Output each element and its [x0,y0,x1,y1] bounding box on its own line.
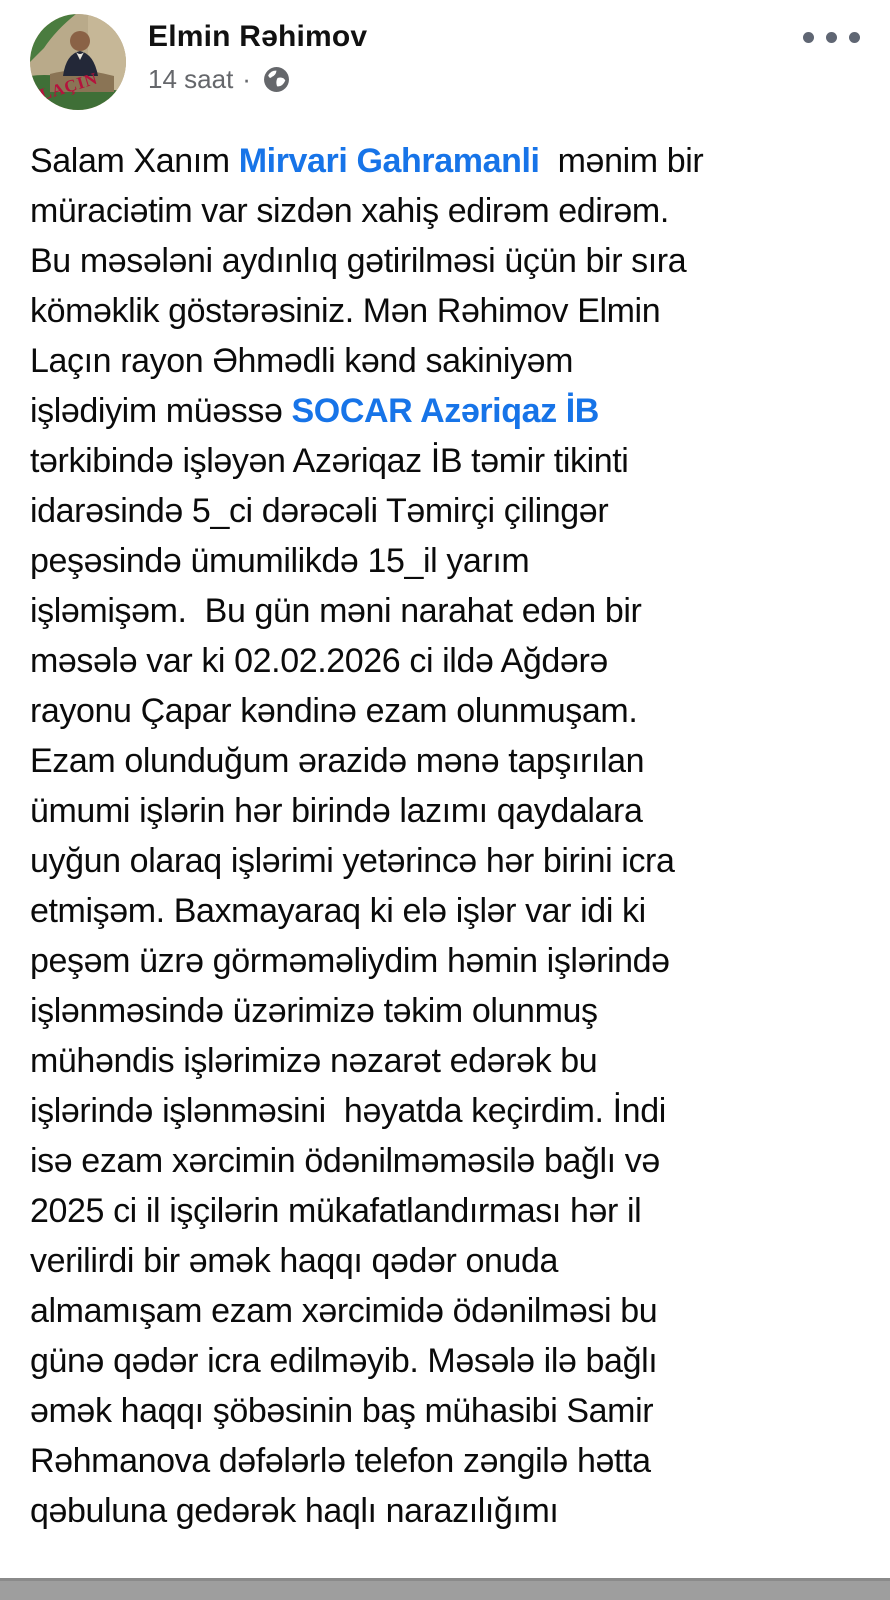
post-text-line: verilirdi bir əmək haqqı qədər onuda [30,1242,559,1280]
attachment-top-edge [0,1578,890,1600]
post-text-line: idarəsində 5_ci dərəcəli Təmirçi çilingər [30,492,609,530]
post-text-line: Bu məsələni aydınlıq gətirilməsi üçün bir sıra [30,242,687,280]
mention-link-socar-azeriqaz[interactable]: SOCAR Azəriqaz İB [291,392,599,430]
post-text-line: ümumi işlərin hər birində lazımı qaydalara [30,792,643,830]
post-text-line: isə ezam xərcimin ödənilməməsilə bağlı və [30,1142,660,1180]
ellipsis-icon [849,32,860,43]
post-text-line: tərkibində işləyən Azəriqaz İB təmir tikinti [30,442,629,480]
post-text-line: işləmişəm. Bu gün məni narahat edən bir [30,592,642,630]
author-name[interactable]: Elmin Rəhimov [148,20,368,53]
post-body [0,136,890,1536]
post-text-line: işlənməsində üzərimizə təkim olunmuş [30,992,598,1030]
avatar-badge-text: LAÇIN [37,68,101,105]
post-text-line: almamışam ezam xərcimidə ödənilməsi bu [30,1292,658,1330]
post-text-line: köməklik göstərəsiniz. Mən Rəhimov Elmin [30,292,661,330]
post-meta [148,64,367,95]
post-text-line: əmək haqqı şöbəsinin baş mühasibi Samir [30,1392,654,1430]
post-text-line: Ezam olunduğum ərazidə mənə tapşırılan [30,742,645,780]
header-text [148,14,367,95]
mention-link-mirvari-gahramanli[interactable]: Mirvari Gahramanli [238,142,540,180]
post-text-line: uyğun olaraq işlərimi yetərincə hər birini icra [30,842,675,880]
post-text: mənim bir [539,142,704,180]
globe-icon [263,66,290,93]
post-text-line: mühəndis işlərimizə nəzarət edərək bu [30,1042,598,1080]
timestamp[interactable]: 14 saat [148,64,234,94]
post-text-line: günə qədər icra edilməyib. Məsələ ilə bağlı [30,1342,658,1380]
post-text-line: işlərində işlənməsini həyatda keçirdim. İndi [30,1092,666,1130]
post-text-line: Laçın rayon Əhmədli kənd sakiniyəm [30,342,574,380]
post-text-line: peşəm üzrə görməməliydim həmin işlərində [30,942,670,980]
ellipsis-icon [803,32,814,43]
post-options-button[interactable] [801,26,862,49]
meta-separator: · [242,64,251,94]
post-text: işlədiyim müəssə [30,392,292,430]
post-header [0,0,890,110]
post-text-line: 2025 ci il işçilərin mükafatlandırması hər il [30,1192,642,1230]
post-text: Salam Xanım [30,142,239,180]
post-text-line: məsələ var ki 02.02.2026 ci ildə Ağdərə [30,642,608,680]
post-text-line: etmişəm. Baxmayaraq ki elə işlər var idi ki [30,892,646,930]
ellipsis-icon [826,32,837,43]
post-text-line [30,136,864,186]
post-text-line [30,386,864,436]
post-text-line: peşəsində ümumilikdə 15_il yarım [30,542,530,580]
post-text-line: müraciətim var sizdən xahiş edirəm edirəm. [30,192,669,230]
post-text-line: qəbuluna gedərək haqlı narazılığımı [30,1492,559,1530]
avatar[interactable] [30,14,126,110]
post-text-line: Rəhmanova dəfələrlə telefon zəngilə hətta [30,1442,651,1480]
post-text-line: rayonu Çapar kəndinə ezam olunmuşam. [30,692,638,730]
